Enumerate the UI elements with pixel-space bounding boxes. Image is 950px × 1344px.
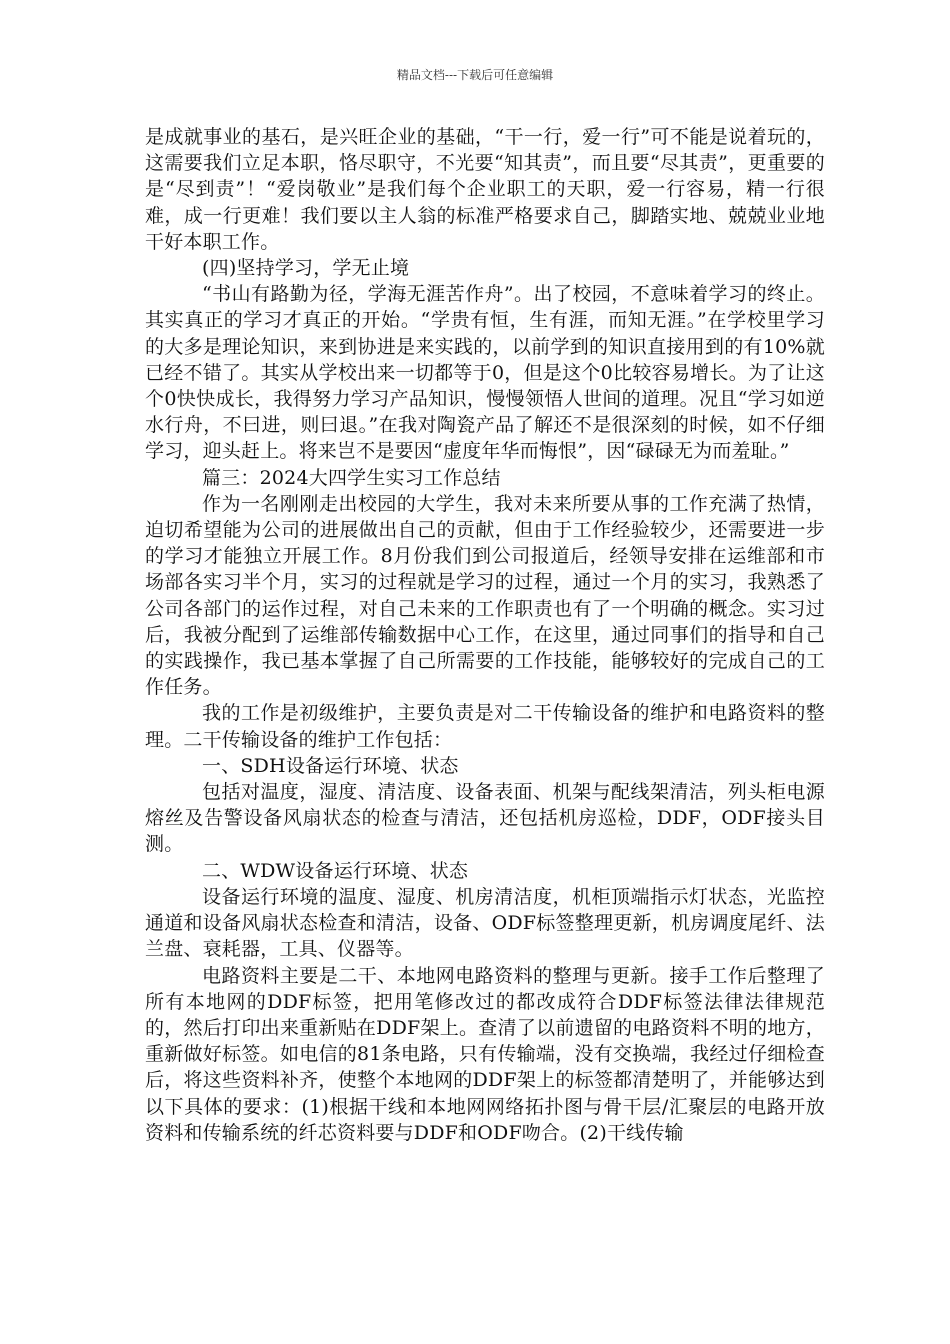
paragraph: 我的工作是初级维护，主要负责是对二干传输设备的维护和电路资料的整理。二干传输设备的维护工作包括：	[145, 702, 825, 751]
document-body	[145, 124, 825, 1146]
section-heading: (四)坚持学习，学无止境	[202, 257, 410, 280]
section-heading: 二、WDW设备运行环境、状态	[202, 859, 469, 882]
paragraph: 设备运行环境的温度、湿度、机房清洁度，机柜顶端指示灯状态，光监控通道和设备风扇状态检查和清洁，设备、ODF标签整理更新，机房调度尾纤、法兰盘、衰耗器，工具、仪器等。	[145, 885, 825, 961]
paragraph: “书山有路勤为径，学海无涯苦作舟”。出了校园，不意味着学习的终止。其实真正的学习才真正的开始。“学贵有恒，生有涯，而知无涯。”在学校里学习的大多是理论知识，来到协进是来实践的，以前学到的知识直接用到的有10%就已经不错了。其实从学校出来一切都等于0，但是这个0比较容易增长。为了让这个0快快成长，我得努力学习产品知识，慢慢领悟人世间的道理。况且“学习如逆水行舟，不曰进，则曰退。”在我对陶瓷产品了解还不是很深刻的时候，如不仔细学习，迎头赶上。将来岂不是要因“虚度年华而悔恨”，因“碌碌无为而羞耻。”	[145, 283, 825, 463]
paragraph: 包括对温度，湿度、清洁度、设备表面、机架与配线架清洁，列头柜电源熔丝及告警设备风扇状态的检查与清洁，还包括机房巡检，DDF，ODF接头目测。	[145, 781, 825, 856]
section-heading: 一、SDH设备运行环境、状态	[202, 754, 459, 777]
section-heading: 篇三：2024大四学生实习工作总结	[202, 466, 501, 489]
paragraph: 是成就事业的基石，是兴旺企业的基础，“干一行，爱一行”可不能是说着玩的，这需要我们立足本职，恪尽职守，不光要“知其责”，而且要“尽其责”，更重要的是“尽到责”！“爱岗敬业”是我们每个企业职工的天职，爱一行容易，精一行很难，成一行更难！我们要以主人翁的标准严格要求自己，脚踏实地、兢兢业业地干好本职工作。	[145, 126, 825, 253]
paragraph: 电路资料主要是二干、本地网电路资料的整理与更新。接手工作后整理了所有本地网的DDF标签，把用笔修改过的都改成符合DDF标签法律法律规范的，然后打印出来重新贴在DDF架上。查清了以前遗留的电路资料不明的地方，重新做好标签。如电信的81条电路，只有传输端，没有交换端，我经过仔细检查后，将这些资料补齐，使整个本地网的DDF架上的标签都清楚明了，并能够达到以下具体的要求：(1)根据干线和本地网网络拓扑图与骨干层/汇聚层的电路开放资料和传输系统的纤芯资料要与DDF和ODF吻合。(2)干线传输	[145, 964, 825, 1144]
page-header: 精品文档---下载后可任意编辑	[396, 68, 554, 82]
paragraph: 作为一名刚刚走出校园的大学生，我对未来所要从事的工作充满了热情，迫切希望能为公司的进展做出自己的贡献，但由于工作经验较少，还需要进一步的学习才能独立开展工作。8月份我们到公司报道后，经领导安排在运维部和市场部各实习半个月，实习的过程就是学习的过程，通过一个月的实习，我熟悉了公司各部门的运作过程，对自己未来的工作职责也有了一个明确的概念。实习过后，我被分配到了运维部传输数据中心工作，在这里，通过同事们的指导和自己的实践操作，我已基本掌握了自己所需要的工作技能，能够较好的完成自己的工作任务。	[145, 492, 825, 699]
